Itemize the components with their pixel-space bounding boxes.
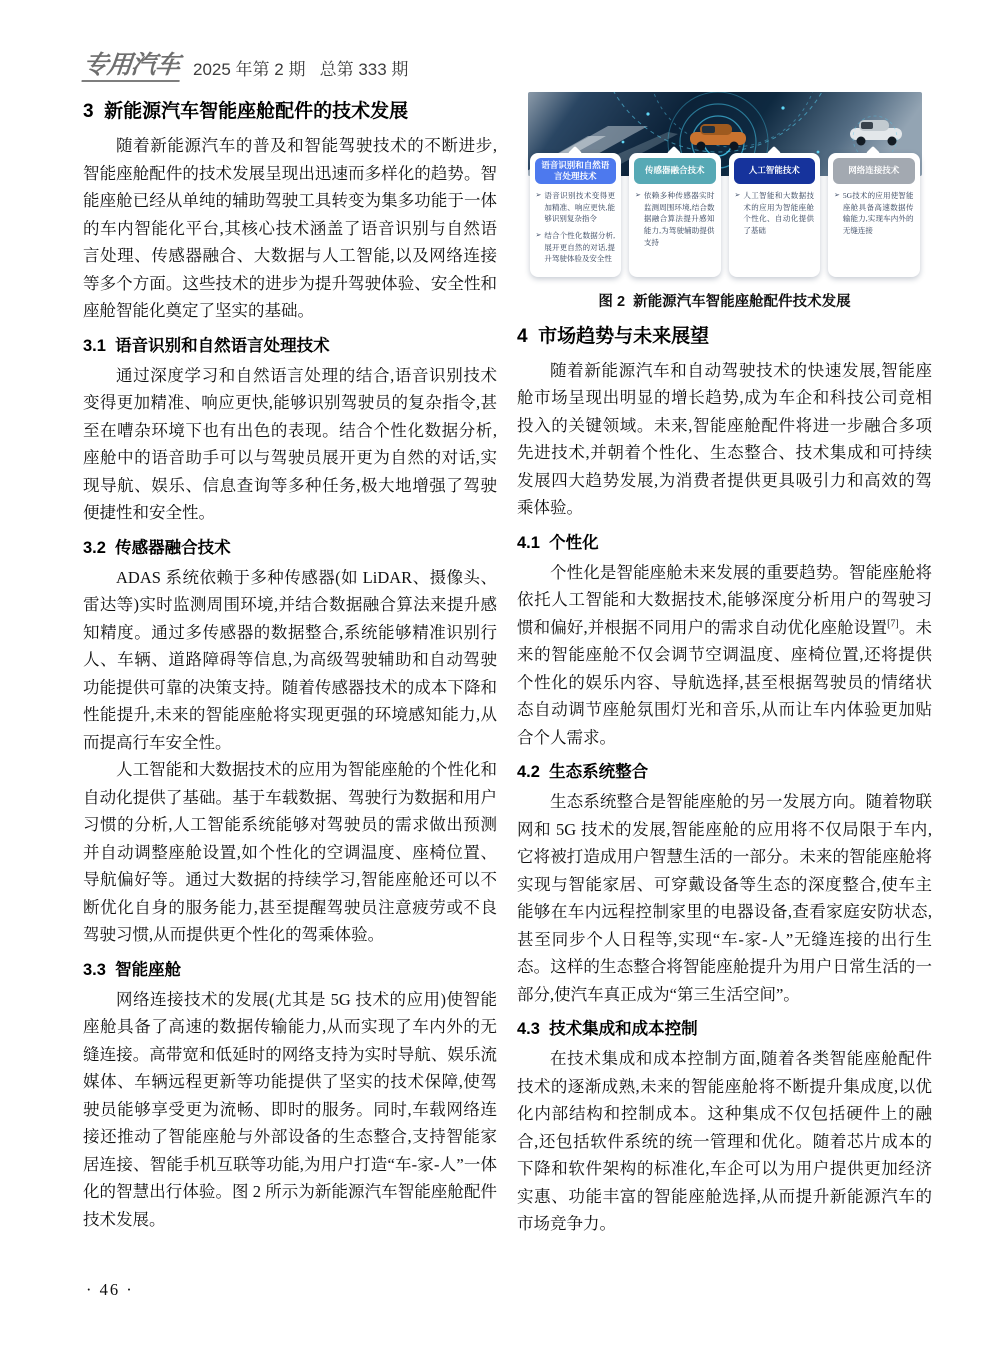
card-ai-tech bbox=[729, 153, 821, 277]
section-4-2-paragraph: 生态系统整合是智能座舱的另一发展方向。随着物联网和 5G 技术的发展,智能座舱的应用将不仅局限于车内,它将被打造成用户智慧生活的一部分。未来的智能座舱将实现与智能家居、可穿戴设备等生态的深度整合,使车主能够在车内远程控制家里的电器设备,查看家庭安防状态,甚至同步个人日程等,实现“车-家-人”无缝连接的出行生态。这样的生态整合将智能座舱提升为用户日常生活的一部分,使汽车真正成为“第三生活空间”。 bbox=[517, 792, 932, 1004]
card-bullets bbox=[735, 190, 815, 237]
card-bullets bbox=[536, 190, 616, 265]
arrow-bullet-icon: ➢ bbox=[535, 230, 542, 239]
figure-2 bbox=[528, 92, 922, 311]
two-column-layout bbox=[83, 92, 932, 1238]
section-3-2-heading: 3.2 传感器融合技术 bbox=[83, 538, 231, 557]
card-bullet: ➢ 语音识别技术变得更加精准、响应更快,能够识别复杂指令 bbox=[535, 191, 615, 224]
section-4-3-paragraph: 在技术集成和成本控制方面,随着各类智能座舱配件技术的逐渐成熟,未来的智能座舱将不断提升集成度,以优化内部结构和控制成本。这种集成不仅包括硬件上的融合,还包括软件系统的统一管理和优化。随着芯片成本的下降和软件架构的标准化,车企可以为用户提供更加经济实惠、功能丰富的智能座舱选择,从而提升新能源汽车的市场竞争力。 bbox=[517, 1049, 932, 1234]
page-header bbox=[83, 48, 932, 82]
card-bullet: ➢ 5G技术的应用使智能座舱具备高速数据传输能力,实现车内外的无缝连接 bbox=[834, 191, 914, 235]
card-bullet: ➢ 结合个性化数据分析,展开更自然的对话,提升驾驶体验及安全性 bbox=[535, 230, 615, 264]
left-column bbox=[83, 92, 497, 1238]
issue-info: 2025 年第 2 期 总第 333 期 bbox=[193, 60, 409, 79]
arrow-bullet-icon: ➢ bbox=[535, 191, 542, 200]
section-4-paragraph: 随着新能源汽车和自动驾驶技术的快速发展,智能座舱市场呈现出明显的增长趋势,成为车企和科技公司竞相投入的关键领域。未来,智能座舱配件将进一步融合多项先进技术,并朝着个性化、生态整合、技术集成和可持续发展四大趋势发展,为消费者提供更具吸引力和高效的驾乘体验。 bbox=[517, 360, 932, 518]
card-title: 语音识别和自然语言处理技术 bbox=[535, 158, 617, 184]
section-3-heading: 3 新能源汽车智能座舱配件的技术发展 bbox=[83, 101, 409, 122]
card-bullet: ➢ 人工智能和大数据技术的应用为智能座舱个性化、自动化提供了基础 bbox=[734, 191, 814, 235]
section-4-2-heading: 4.2 生态系统整合 bbox=[517, 763, 649, 782]
section-3-1-heading: 3.1 语音识别和自然语言处理技术 bbox=[83, 336, 330, 355]
card-title: 网络连接技术 bbox=[833, 158, 915, 184]
card-bullets bbox=[834, 190, 914, 237]
section-3-2-paragraph-1: ADAS 系统依赖于多种传感器(如 LiDAR、摄像头、雷达等)实时监测周围环境,并结合数据融合算法来提升感知精度。通过多传感器的数据整合,系统能够精准识别行人、车辆、道路障碍等信息,为高级驾驶辅助和自动驾驶功能提供可靠的决策支持。随着传感器技术的成本下降和性能提升,未来的智能座舱将实现更强的环境感知能力,从而提高行车安全性。 bbox=[83, 567, 497, 752]
card-sensor-fusion bbox=[629, 153, 721, 277]
card-title: 传感器融合技术 bbox=[634, 158, 716, 184]
section-4-1-paragraph: 个性化是智能座舱未来发展的重要趋势。智能座舱将依托人工智能和大数据技术,能够深度分析用户的驾驶习惯和偏好,并根据不同用户的需求自动优化座舱设置[7]。未来的智能座舱不仅会调节空调温度、座椅位置,还将提供个性化的娱乐内容、导航选择,甚至根据驾驶员的情绪状态自动调节座舱氛围灯光和音乐,从而让车内体验更加贴合个人需求。 bbox=[517, 562, 933, 747]
section-4-1-heading: 4.1 个性化 bbox=[517, 533, 599, 552]
right-column bbox=[517, 92, 932, 1238]
section-3-2-paragraph-2: 人工智能和大数据技术的应用为智能座舱的个性化和自动化提供了基础。基于车载数据、驾驶行为数据和用户习惯的分析,人工智能系统能够对驾驶员的需求做出预测并自动调整座舱设置,如个性化的空调温度、座椅位置、导航偏好等。通过大数据的持续学习,智能座舱还可以不断优化自身的服务能力,甚至提醒驾驶员注意疲劳或不良驾驶习惯,从而提供更个性化的驾乘体验。 bbox=[83, 760, 497, 944]
page-number: · 46 · bbox=[86, 1280, 134, 1299]
card-network-connect bbox=[828, 153, 920, 277]
section-3-paragraph: 随着新能源汽车的普及和智能驾驶技术的不断进步,智能座舱配件的技术发展呈现出迅速而多样化的趋势。智能座舱已经从单纯的辅助驾驶工具转变为集多功能于一体的车内智能化平台,其核心技术涵盖了语音识别与自然语言处理、传感器融合、大数据与人工智能,以及网络连接等多个方面。这些技术的进步为提升驾驶体验、安全性和座舱智能化奠定了坚实的基础。 bbox=[83, 136, 497, 320]
figure-caption: 图 2 新能源汽车智能座舱配件技术发展 bbox=[598, 293, 851, 310]
section-3-3-heading: 3.3 智能座舱 bbox=[83, 960, 182, 979]
arrow-bullet-icon: ➢ bbox=[734, 191, 741, 199]
section-3-1-paragraph: 通过深度学习和自然语言处理的结合,语音识别技术变得更加精准、响应更快,能够识别驾驶员的复杂指令,甚至在嘈杂环境下也有出色的表现。结合个性化数据分析,座舱中的语音助手可以与驾驶员展开更为自然的对话,实现导航、娱乐、信息查询等多种任务,极大地增强了驾驶便捷性和安全性。 bbox=[83, 365, 497, 522]
section-4-3-heading: 4.3 技术集成和成本控制 bbox=[517, 1020, 698, 1039]
arrow-bullet-icon: ➢ bbox=[635, 191, 641, 199]
journal-logo: 专用汽车 bbox=[81, 53, 182, 82]
figure-tech-cards bbox=[528, 153, 922, 277]
card-bullets bbox=[635, 190, 715, 248]
card-title: 人工智能技术 bbox=[734, 158, 816, 184]
section-3-3-paragraph: 网络连接技术的发展(尤其是 5G 技术的应用)使智能座舱具备了高速的数据传输能力,从而实现了车内外的无缝连接。高带宽和低延时的网络支持为实时导航、娱乐流媒体、车辆远程更新等功能提供了坚实的技术保障,使驾驶员能够享受更为流畅、即时的服务。同时,车载网络连接还推动了智能座舱与外部设备的生态整合,支持智能家居连接、智能手机互联等功能,为用户打造“车-家-人”一体化的智慧出行体验。图 2 所示为新能源汽车智能座舱配件技术发展。 bbox=[83, 989, 497, 1229]
section-4-heading: 4 市场趋势与未来展望 bbox=[517, 325, 710, 347]
citation-7: [7] bbox=[887, 618, 899, 630]
card-speech-nlp bbox=[530, 153, 622, 277]
arrow-bullet-icon: ➢ bbox=[834, 191, 840, 199]
card-bullet: ➢ 依赖多种传感器实时监测周围环境,结合数据融合算法提升感知能力,为驾驶辅助提供支持 bbox=[635, 191, 715, 247]
